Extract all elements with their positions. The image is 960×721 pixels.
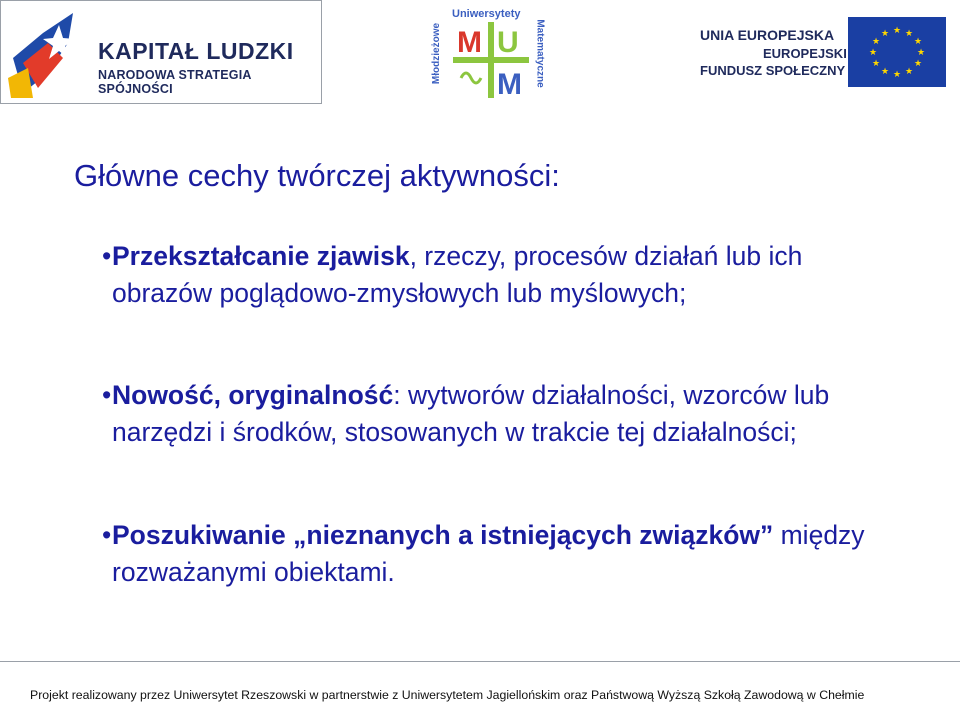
- svg-text:★: ★: [904, 29, 914, 39]
- eu-flag-icon: [848, 17, 946, 87]
- svg-text:★: ★: [892, 70, 902, 80]
- svg-text:★: ★: [868, 48, 878, 58]
- svg-text:★: ★: [871, 59, 881, 69]
- eu-title: UNIA EUROPEJSKA: [700, 27, 835, 43]
- bullet-dot-icon: •: [102, 520, 112, 550]
- eu-line3: FUNDUSZ SPOŁECZNY: [700, 63, 846, 78]
- svg-text:M: M: [497, 68, 522, 100]
- kapital-ludzki-logo: [0, 0, 322, 104]
- svg-text:★: ★: [913, 59, 923, 69]
- svg-text:M: M: [457, 26, 482, 59]
- kapital-ludzki-emblem-icon: [3, 3, 93, 103]
- mum-left-label: Młodzieżowe: [431, 22, 443, 85]
- svg-text:★: ★: [913, 37, 923, 47]
- bullet-item-1: [102, 238, 892, 312]
- bullet-3-bold: Poszukiwanie „nieznanych a istniejących związków”: [112, 520, 774, 550]
- bullet-3-text: między rozważanymi obiektami.: [112, 520, 865, 587]
- svg-text:★: ★: [871, 37, 881, 47]
- mum-top-label: Uniwersytety: [452, 8, 521, 20]
- svg-text:★: ★: [904, 67, 914, 77]
- svg-text:★: ★: [892, 26, 902, 36]
- footer-text: Projekt realizowany przez Uniwersytet Rzeszowski w partnerstwie z Uniwersytetem Jagiellońskim oraz Państwową Wyższą Szkołą Zawodową w Chełmie: [30, 688, 865, 702]
- svg-text:★: ★: [880, 29, 890, 39]
- bullet-item-2: [102, 377, 912, 451]
- eu-line2: EUROPEJSKI: [763, 46, 847, 61]
- bullet-1-bold: Przekształcanie zjawisk: [112, 241, 410, 271]
- svg-text:★: ★: [880, 67, 890, 77]
- header-banner: [0, 0, 960, 108]
- bullet-dot-icon: •: [102, 380, 112, 410]
- mum-logo: [431, 8, 546, 100]
- svg-text:★: ★: [916, 48, 926, 58]
- bullet-2-bold: Nowość, oryginalność: [112, 380, 394, 410]
- kapital-ludzki-title: KAPITAŁ LUDZKI: [98, 38, 294, 64]
- slide-title: Główne cechy twórczej aktywności:: [74, 158, 560, 193]
- bullet-1-text: , rzeczy, procesów działań lub ich obrazów poglądowo-zmysłowych lub myślowych;: [112, 241, 803, 308]
- footer-bar: [0, 661, 960, 721]
- mum-letters-icon: [451, 20, 531, 100]
- bullet-2-text: : wytworów działalności, wzorców lub narzędzi i środków, stosowanych w trakcie tej działalności;: [112, 380, 830, 447]
- mum-right-label: Matematyczne: [534, 19, 546, 88]
- bullet-item-3: [102, 517, 912, 591]
- bullet-dot-icon: •: [102, 241, 112, 271]
- kapital-ludzki-subtitle: NARODOWA STRATEGIA SPÓJNOŚCI: [98, 68, 252, 96]
- svg-text:U: U: [497, 26, 519, 59]
